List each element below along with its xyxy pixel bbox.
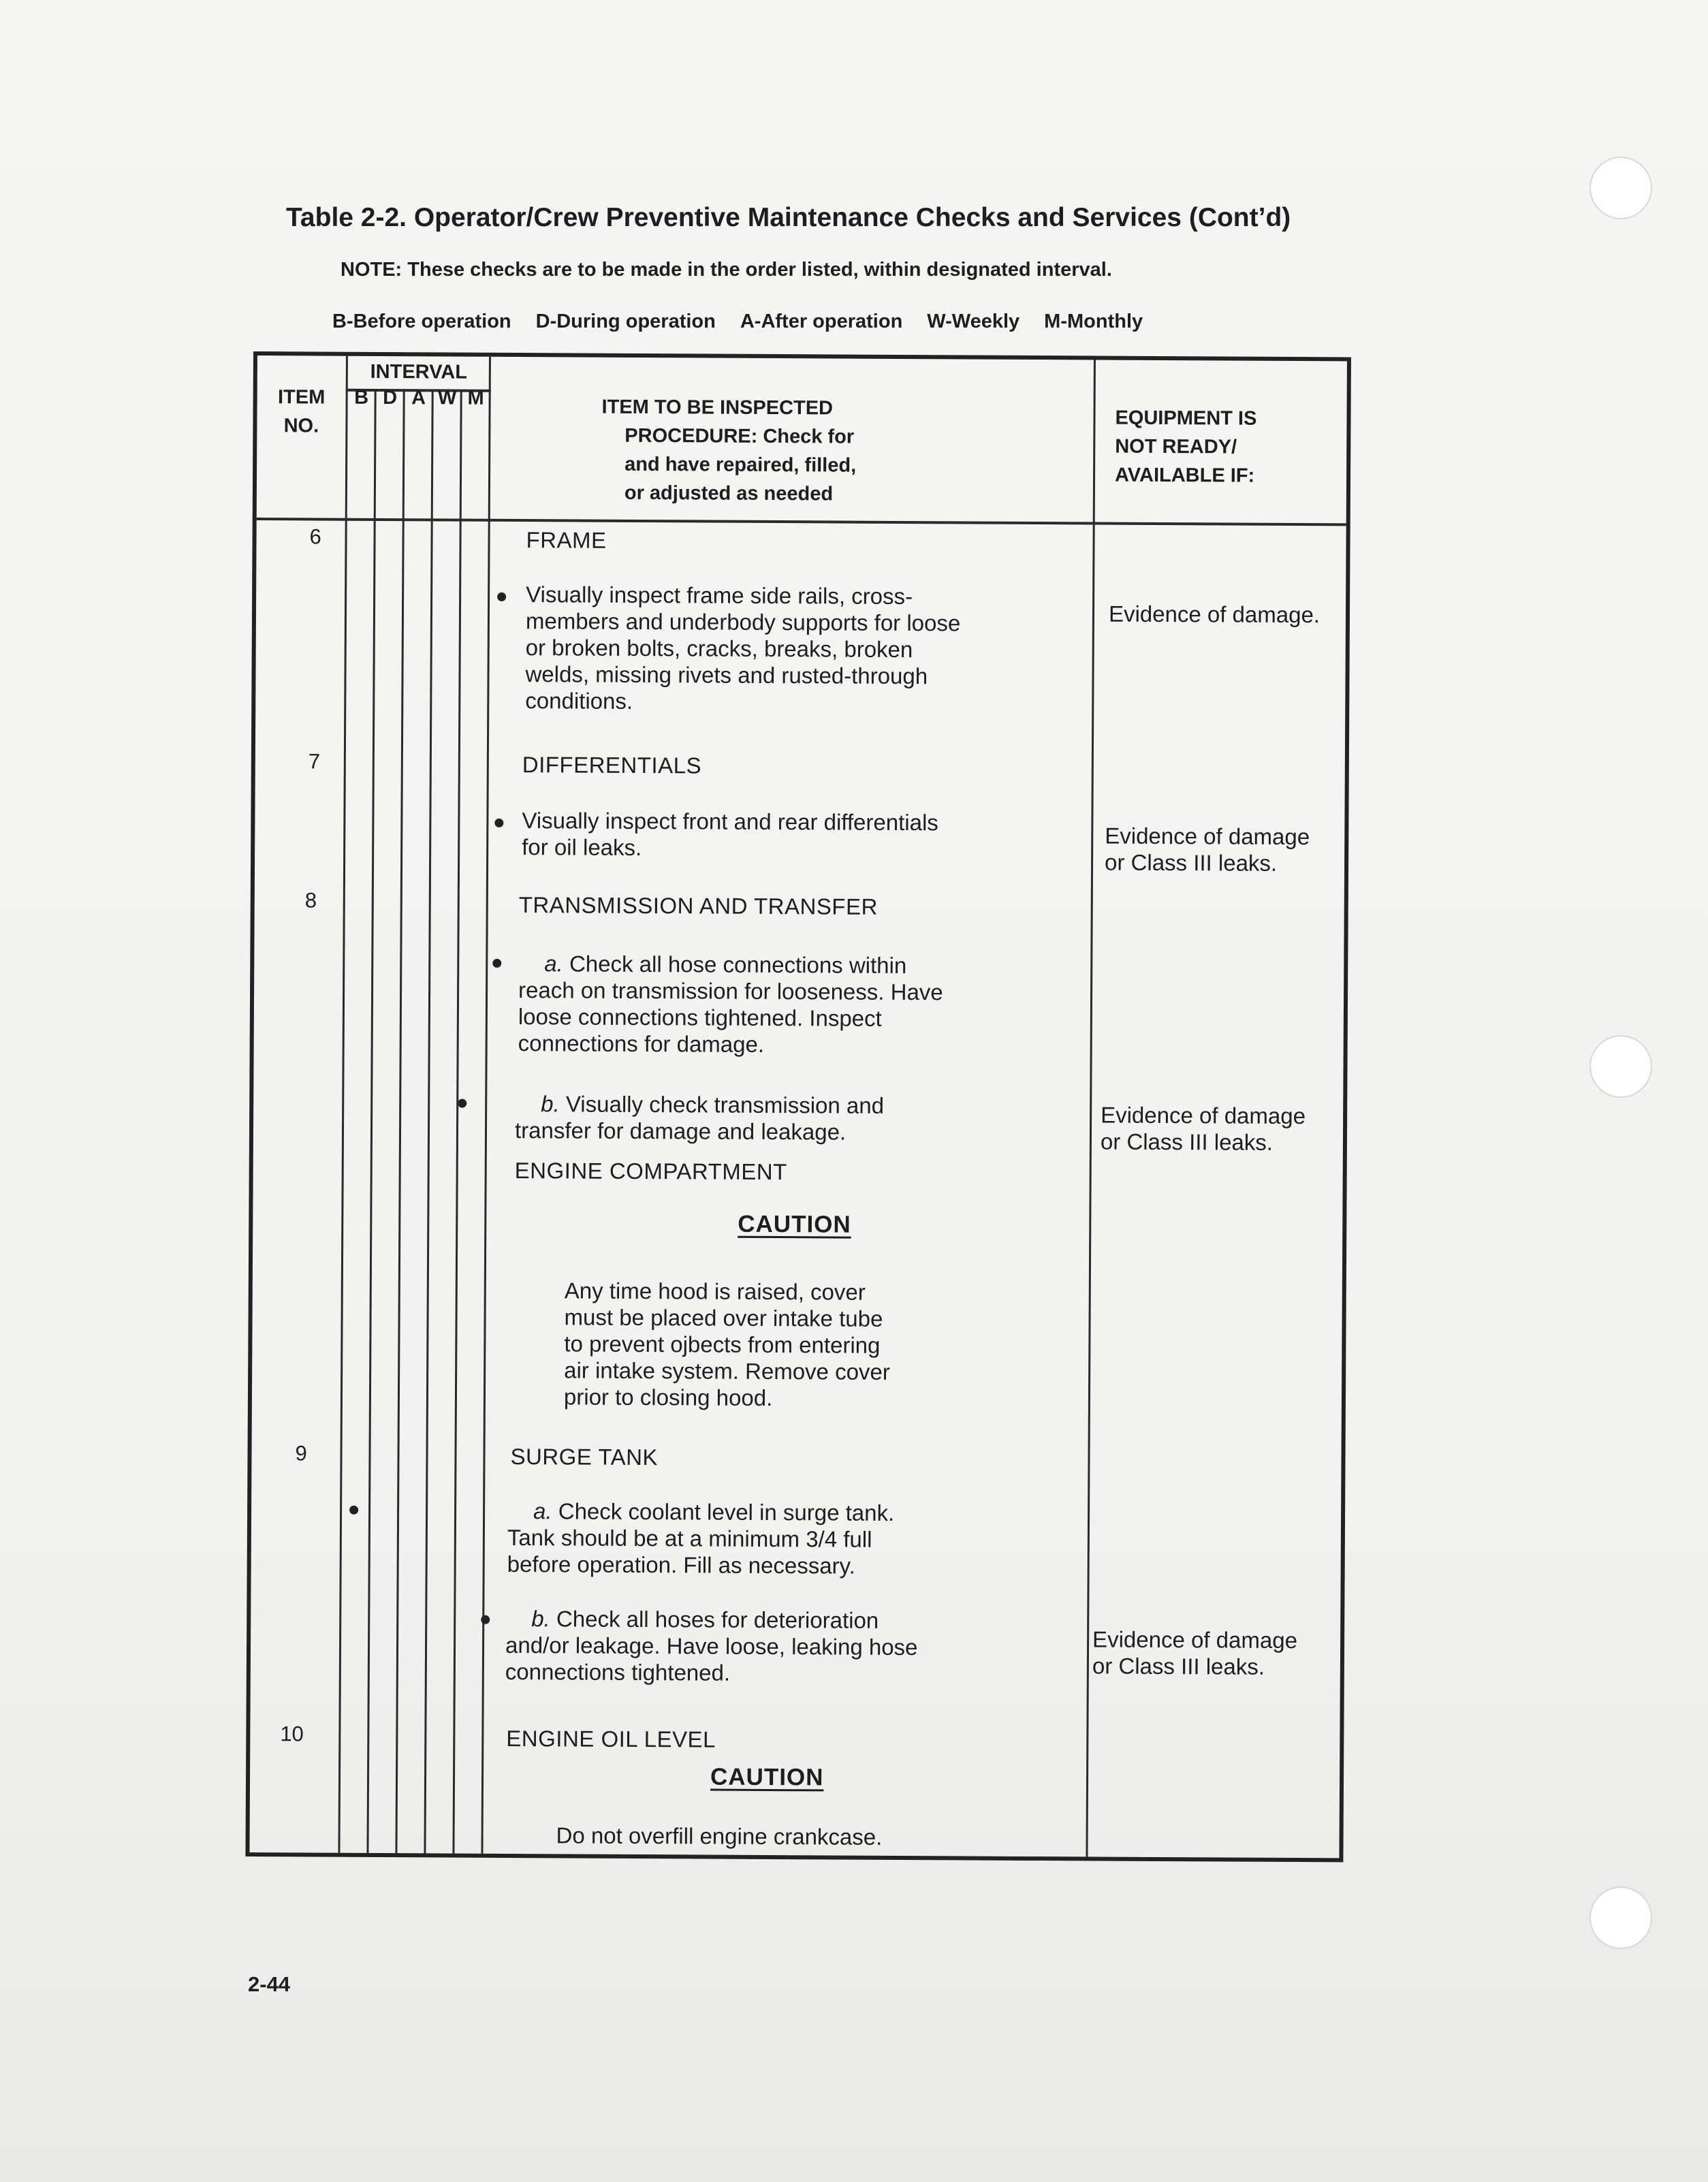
legend-during: D-During operation bbox=[535, 311, 716, 332]
procedure-text-b: b. Check all hoses for deterioration and/or leakage. Have loose, leaking hose connections tightened. bbox=[505, 1606, 918, 1686]
item-number: 8 bbox=[304, 888, 317, 913]
item-number: 10 bbox=[280, 1722, 304, 1746]
column-divider bbox=[366, 390, 376, 1853]
punch-hole bbox=[1590, 1886, 1652, 1949]
page-number: 2-44 bbox=[248, 1972, 291, 1996]
row-heading: ENGINE OIL LEVEL bbox=[506, 1725, 716, 1752]
legend-weekly: W-Weekly bbox=[927, 311, 1020, 332]
procedure-text: Visually inspect frame side rails, cross- members and underbody supports for loose or broken bolts, cracks, breaks, broken welds, missing rivets and rusted-through conditions. bbox=[525, 582, 961, 714]
item-number: 7 bbox=[308, 749, 321, 774]
pmcs-table bbox=[245, 351, 1351, 1862]
procedure-text-a: a. Check coolant level in surge tank. Tank should be at a minimum 3/4 full before operation. Fill as necessary. bbox=[507, 1498, 895, 1579]
interval-mark-monthly bbox=[497, 592, 506, 601]
column-divider bbox=[481, 357, 491, 1854]
header-bottom-line bbox=[257, 518, 1346, 526]
column-divider bbox=[338, 356, 348, 1853]
interval-legend bbox=[332, 311, 1272, 333]
column-divider bbox=[424, 390, 433, 1853]
item-number: 6 bbox=[309, 524, 321, 549]
caution-text: Any time hood is raised, cover must be placed over intake tube to prevent ojbects from entering air intake system. Remove cover prior to closing hood. bbox=[563, 1278, 890, 1410]
header-interval-a: A bbox=[411, 387, 426, 409]
legend-after: A-After operation bbox=[740, 311, 903, 332]
caution-label: CAUTION bbox=[710, 1763, 824, 1791]
table-note: NOTE: These checks are to be made in the order listed, within designated interval. bbox=[341, 259, 1112, 281]
item-number: 9 bbox=[295, 1441, 307, 1466]
row-heading: SURGE TANK bbox=[510, 1443, 659, 1470]
header-interval-d: D bbox=[383, 386, 398, 409]
header-interval-m: M bbox=[467, 387, 484, 409]
not-ready-criteria: Evidence of damage. bbox=[1108, 601, 1320, 628]
section-heading: ENGINE COMPARTMENT bbox=[514, 1158, 787, 1185]
interval-mark-monthly bbox=[492, 959, 501, 968]
column-divider bbox=[452, 391, 462, 1854]
not-ready-criteria: Evidence of damage or Class III leaks. bbox=[1100, 1102, 1306, 1155]
row-heading: TRANSMISSION AND TRANSFER bbox=[518, 892, 878, 919]
procedure-text: Visually inspect front and rear differentials for oil leaks. bbox=[522, 808, 938, 860]
punch-hole bbox=[1590, 157, 1652, 219]
header-interval-b: B bbox=[354, 386, 369, 409]
procedure-text-b: b. Visually check transmission and transfer for damage and leakage. bbox=[514, 1091, 885, 1145]
table-title: Table 2-2. Operator/Crew Preventive Maintenance Checks and Services (Cont’d) bbox=[286, 203, 1291, 232]
interval-mark-monthly bbox=[494, 819, 503, 827]
legend-before: B-Before operation bbox=[332, 311, 511, 332]
column-divider bbox=[395, 390, 405, 1853]
caution-label: CAUTION bbox=[738, 1210, 851, 1238]
legend-monthly: M-Monthly bbox=[1044, 311, 1143, 332]
header-not-ready: EQUIPMENT IS NOT READY/ AVAILABLE IF: bbox=[1114, 407, 1257, 487]
header-procedure: ITEM TO BE INSPECTED PROCEDURE: Check for and have repaired, filled, or adjusted as needed bbox=[601, 396, 857, 505]
header-interval: INTERVAL bbox=[370, 360, 468, 383]
not-ready-criteria: Evidence of damage or Class III leaks. bbox=[1092, 1626, 1298, 1679]
interval-mark-weekly bbox=[458, 1099, 466, 1108]
header-item-no: ITEM NO. bbox=[277, 386, 326, 437]
not-ready-criteria: Evidence of damage or Class III leaks. bbox=[1104, 823, 1310, 876]
interval-mark-monthly bbox=[481, 1615, 490, 1624]
header-interval-w: W bbox=[437, 387, 457, 409]
punch-hole bbox=[1590, 1035, 1652, 1098]
caution-text: Do not overfill engine crankcase. bbox=[556, 1822, 883, 1850]
row-heading: FRAME bbox=[526, 527, 607, 553]
row-heading: DIFFERENTIALS bbox=[522, 752, 702, 778]
procedure-text-a: a. Check all hose connections within reach on transmission for looseness. Have loose connections tightened. Inspect connections for damage. bbox=[518, 951, 943, 1057]
interval-mark-before bbox=[349, 1506, 358, 1515]
